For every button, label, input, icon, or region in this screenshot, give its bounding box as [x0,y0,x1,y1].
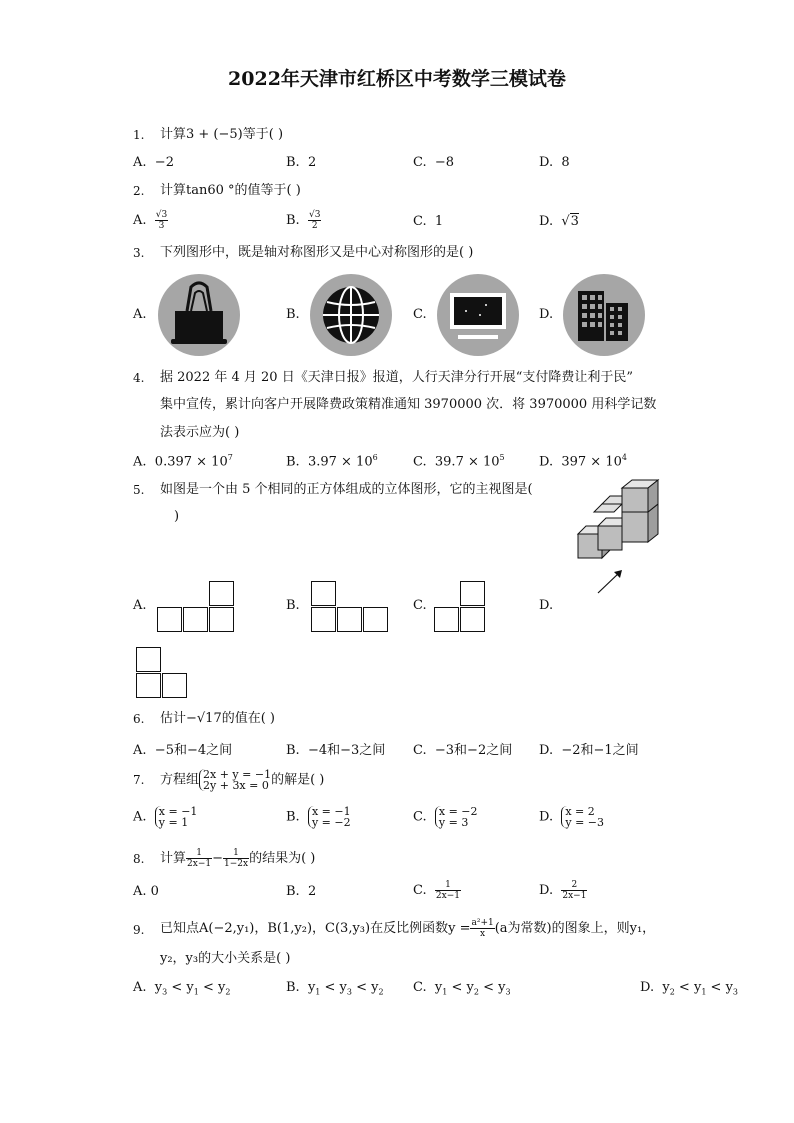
question-text: 如图是一个由 5 个相同的正方体组成的立体图形，它的主视图是( [160,482,533,497]
question-text: 计算 $\frac{1}{2x-1}$ − $\frac{1}{1-2x}$ 的结果为( ) [160,848,316,869]
question-number: 3. [133,246,145,260]
monitor-icon [436,273,520,357]
option-d: D. $y_2 < y_1 < y_3$ [640,980,739,997]
question-text: 已知点A(−2,y₁)，B(1,y₂)，C(3,y₃)在反比例函数y = $\frac{\text{a²+1}}{x}$ (a为常数)的图象上，则y₁， [160,918,656,939]
option-b: B. $\frac{√3}{2}$ [286,210,321,231]
option-b: B. 2 [286,155,317,170]
option-a: A. $y_3 < y_1 < y_2$ [133,980,231,997]
question-text: ) [174,509,180,524]
question-number: 2. [133,184,145,198]
question-number: 4. [133,371,145,385]
question-text: 计算tan60 °的值等于( ) [160,183,301,198]
question-number: 8. [133,852,145,866]
option-a: A. [133,307,147,322]
question-number: 7. [133,773,145,787]
question-text: 下列图形中，既是轴对称图形又是中心对称图形的是( ) [160,245,474,260]
question-text: 估计−√17的值在( ) [160,711,275,726]
question-number: 9. [133,923,145,937]
page-title: 2022年天津市红桥区中考数学三模试卷 [228,68,566,90]
option-d: D. x = 2 y = −3 [539,805,604,829]
option-c: C. −8 [413,155,455,170]
option-b: B. $3.97 \times 10^6$ [286,453,378,470]
question-text: 集中宣传，累计向客户开展降费政策精准通知 3970000 次．将 3970000 用科学记数 [160,397,657,412]
question-number: 1. [133,128,145,142]
question-text: 方程组 2x + y = −1 2y + 3x = 0 的解是( ) [160,768,325,792]
option-d: D. $\frac{2}{2x-1}$ [539,880,587,901]
option-a: A. $0.397 \times 10^7$ [133,453,233,470]
option-b: B. [286,307,300,322]
option-c: C. 1 [413,214,444,229]
option-c: C. [413,307,427,322]
option-c: C. [413,598,427,613]
cube-stack-figure [574,478,664,598]
globe-icon [309,273,393,357]
option-d: D. √3 [539,214,579,229]
option-a: A. 0 [133,884,159,899]
option-c: C. $39.7 \times 10^5$ [413,453,505,470]
question-number: 5. [133,483,145,497]
option-b: B. −4和−3之间 [286,743,386,758]
option-a: A. [133,598,147,613]
option-a: A. x = −1 y = 1 [133,805,198,829]
option-c: C. −3和−2之间 [413,743,513,758]
view-arrow [598,572,620,593]
option-c: C. $\frac{1}{2x-1}$ [413,880,460,901]
question-text: 法表示应为( ) [160,425,240,440]
option-a: A. $\frac{√3}{3}$ [133,210,168,231]
option-b: B. 2 [286,884,317,899]
option-a: A. −5和−4之间 [133,743,233,758]
option-b: B. $y_1 < y_3 < y_2$ [286,980,384,997]
option-c: C. x = −2 y = 3 [413,805,478,829]
option-b: B. [286,598,300,613]
option-d: D. 8 [539,155,570,170]
option-d: D. $397 \times 10^4$ [539,453,627,470]
question-number: 6. [133,712,145,726]
question-text: 计算3 + (−5)等于( ) [160,127,284,142]
option-b: B. x = −1 y = −2 [286,805,351,829]
question-text: y₂，y₃的大小关系是( ) [160,951,291,966]
binder-clip-icon [157,273,241,357]
buildings-icon [562,273,646,357]
option-d: D. −2和−1之间 [539,743,639,758]
option-d: D. [539,307,554,322]
option-d: D. [539,598,554,613]
option-a: A. −2 [133,155,174,170]
question-text: 据 2022 年 4 月 20 日《天津日报》报道，人行天津分行开展“支付降费让利于民” [160,370,633,385]
option-c: C. $y_1 < y_2 < y_3$ [413,980,511,997]
